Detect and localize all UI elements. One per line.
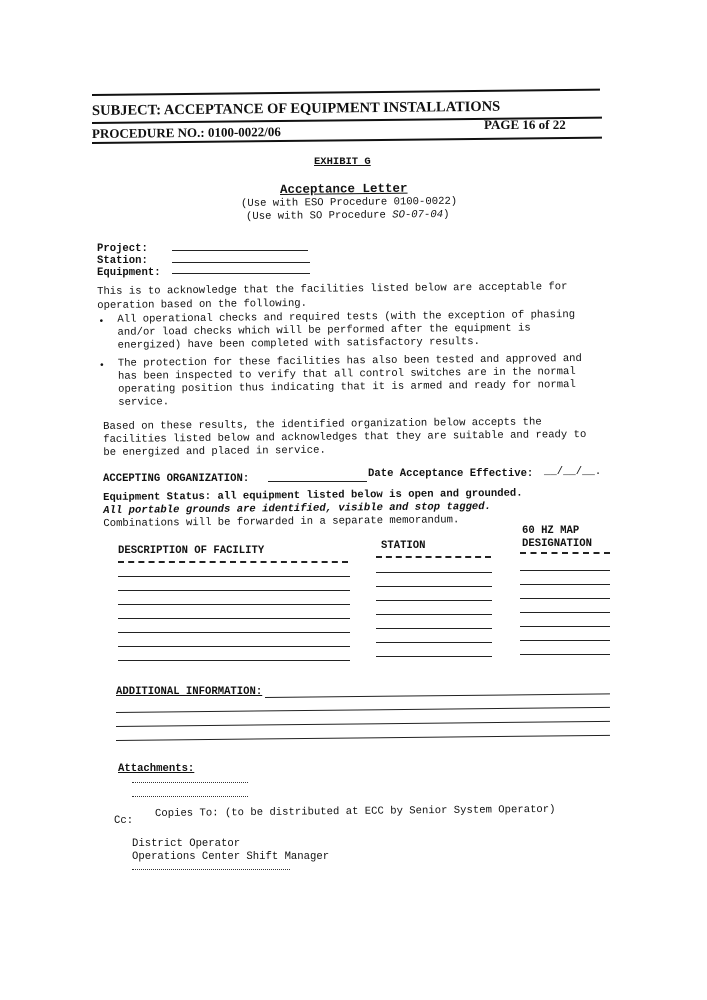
- bullet-1-line-2: and/or load checks which will be performed after the equipment is: [117, 322, 531, 339]
- map-row-line[interactable]: [520, 626, 610, 627]
- intro-line-2: operation based on the following.: [97, 297, 308, 312]
- col-station-dashes: [376, 556, 491, 558]
- bullet-2-line-2: has been inspected to verify that all control switches are in the normal: [117, 365, 576, 383]
- header-subject: SUBJECT: ACCEPTANCE OF EQUIPMENT INSTALLATIONS: [91, 98, 501, 119]
- bullet-2-line-4: service.: [118, 396, 170, 409]
- bullet-1-line-1: All operational checks and required tests (with the exception of phasing: [117, 308, 576, 326]
- title-line-2-procedure: SO-07-04: [392, 208, 444, 222]
- field-equipment-line[interactable]: [172, 273, 310, 274]
- field-project-line[interactable]: [172, 250, 308, 251]
- col-map-dashes: [520, 552, 610, 554]
- header-top-rule: [92, 89, 600, 96]
- bullet-2-line-1: The protection for these facilities has also been tested and approved and: [117, 352, 582, 370]
- date-effective-blank[interactable]: __/__/__.: [544, 466, 602, 478]
- map-row-line[interactable]: [520, 640, 610, 641]
- based-line-3: be energized and placed in service.: [103, 444, 326, 459]
- attachment-line[interactable]: [132, 796, 248, 797]
- field-station-label: Station:: [97, 255, 148, 267]
- based-line-1: Based on these results, the identified organization below accepts the: [103, 416, 542, 433]
- col-desc-dashes: [118, 561, 348, 563]
- field-equipment-label: Equipment:: [97, 267, 161, 279]
- additional-info-line[interactable]: [265, 693, 610, 698]
- station-row-line[interactable]: [376, 586, 492, 587]
- additional-info-line[interactable]: [116, 735, 610, 741]
- field-station-line[interactable]: [172, 262, 310, 263]
- title-line-1: (Use with ESO Procedure 0100-0022): [240, 195, 458, 210]
- title-line-2-prefix: (Use with SO Procedure: [245, 209, 393, 223]
- bullet-1-line-3: energized) have been completed with satisfactory results.: [117, 335, 481, 352]
- additional-info-line[interactable]: [116, 707, 610, 713]
- station-row-line[interactable]: [376, 600, 492, 601]
- station-row-line[interactable]: [376, 628, 492, 629]
- bullet-2-marker: •: [98, 360, 105, 372]
- attachments-label: Attachments:: [118, 763, 195, 775]
- map-row-line[interactable]: [520, 584, 610, 585]
- status-line-1: Equipment Status: all equipment listed below is open and grounded.: [103, 487, 523, 504]
- intro-line-1: This is to acknowledge that the facilities listed below are acceptable for: [97, 281, 568, 298]
- map-row-line[interactable]: [520, 612, 610, 613]
- copies-to: Copies To: (to be distributed at ECC by Senior System Operator): [154, 803, 556, 820]
- cc-label: Cc:: [114, 815, 134, 827]
- col-header-description: DESCRIPTION OF FACILITY: [118, 545, 265, 557]
- desc-row-line[interactable]: [118, 604, 350, 605]
- title-line-2-suffix: ): [443, 208, 450, 221]
- exhibit-label: EXHIBIT G: [314, 156, 371, 168]
- based-line-2: facilities listed below and acknowledges that they are suitable and ready to: [103, 428, 587, 446]
- desc-row-line[interactable]: [118, 632, 350, 633]
- station-row-line[interactable]: [376, 656, 492, 657]
- field-project-label: Project:: [97, 243, 148, 255]
- station-row-line[interactable]: [376, 642, 492, 643]
- col-header-station: STATION: [381, 540, 426, 552]
- desc-row-line[interactable]: [118, 618, 350, 619]
- map-row-line[interactable]: [520, 598, 610, 599]
- accepting-org-line[interactable]: [268, 481, 367, 482]
- header-page: PAGE 16 of 22: [484, 117, 566, 132]
- cc-additional-line[interactable]: [132, 869, 290, 870]
- desc-row-line[interactable]: [118, 660, 350, 661]
- cc-recipient-district-operator: District Operator: [132, 838, 241, 850]
- station-row-line[interactable]: [376, 572, 492, 573]
- letter-title: Acceptance Letter: [279, 181, 408, 197]
- date-effective-label: Date Acceptance Effective:: [368, 468, 534, 480]
- desc-row-line[interactable]: [118, 590, 350, 591]
- col-header-map-2: DESIGNATION: [522, 538, 592, 550]
- col-header-map-1: 60 HZ MAP: [522, 525, 580, 537]
- map-row-line[interactable]: [520, 654, 610, 655]
- desc-row-line[interactable]: [118, 576, 350, 577]
- additional-info-label: ADDITIONAL INFORMATION:: [116, 686, 263, 698]
- station-row-line[interactable]: [376, 614, 492, 615]
- bullet-2-line-3: operating position thus indicating that it is armed and ready for normal: [118, 378, 576, 396]
- bullet-1-marker: •: [98, 316, 105, 328]
- title-line-2: [246, 209, 450, 223]
- cc-recipient-shift-manager: Operations Center Shift Manager: [132, 851, 330, 863]
- status-line-3: Combinations will be forwarded in a separate memorandum.: [103, 514, 460, 530]
- attachment-line[interactable]: [132, 782, 248, 783]
- header-procedure: PROCEDURE NO.: 0100-0022/06: [91, 124, 281, 141]
- additional-info-line[interactable]: [116, 721, 610, 727]
- status-line-2: All portable grounds are identified, visible and stop tagged.: [103, 500, 492, 517]
- map-row-line[interactable]: [520, 570, 610, 571]
- desc-row-line[interactable]: [118, 646, 350, 647]
- accepting-org-label: ACCEPTING ORGANIZATION:: [103, 473, 250, 485]
